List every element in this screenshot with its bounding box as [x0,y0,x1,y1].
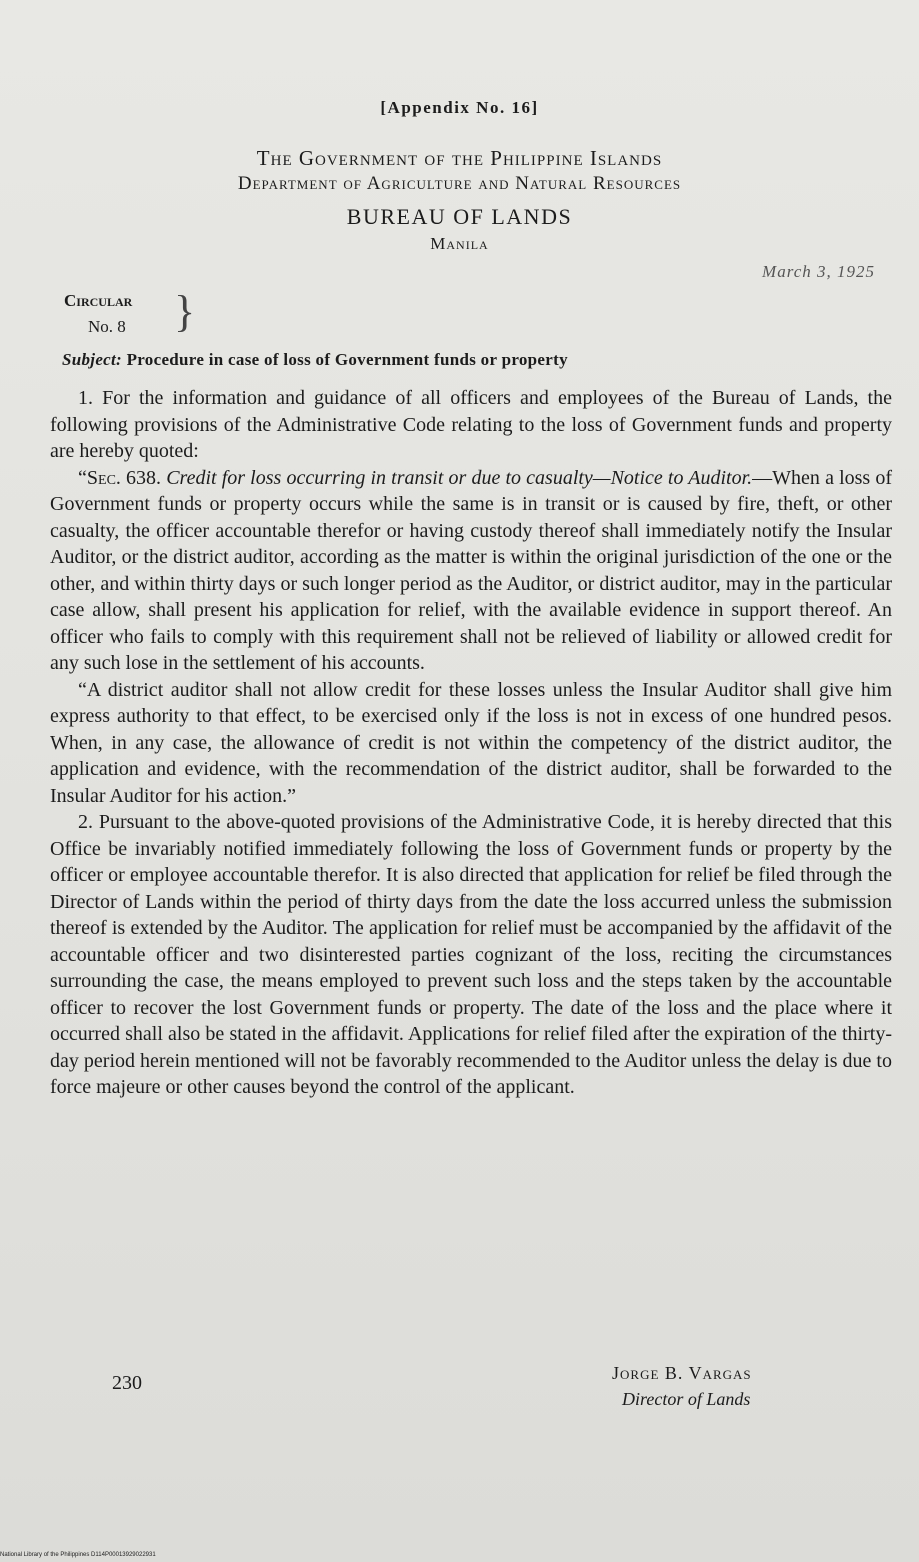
page-number: 230 [112,1372,142,1394]
header-bureau: BUREAU OF LANDS [346,204,573,229]
subject-line [62,350,882,370]
paragraph-section-638 [50,465,892,677]
section-title: Credit for loss occurring in transit or due to casualty—Notice to Auditor. [166,466,753,489]
circular-label: Circular [64,291,133,310]
signatory-name: Jorge B. Vargas [612,1363,752,1383]
appendix-label: [Appendix No. 16] [380,98,539,117]
paragraph-1: 1. For the information and guidance of all officers and employees of the Bureau of Lands, the following provisions of the Administrative Code relating to the loss of Government funds and property are hereby quoted: [50,387,892,462]
subject-label: Subject: [62,350,123,369]
section-number: . 638. [115,466,162,489]
paragraph-2: 2. Pursuant to the above-quoted provisions of the Administrative Code, it is hereby directed that this Office be invariably notified immediately following the loss of Government funds or property by the officer or employee accountable therefor. It is also directed that application for relief be filed through the Director of Lands within the period of thirty days from the date the loss accurred unless the submission thereof is extended by the Auditor. The application for relief must be accompanied by the affidavit of the accountable officer and two disinterested parties cognizant of the loss, reciting the circumstances surrounding the case, the means employed to prevent such loss and the steps taken by the accountable officer to recover the lost Government funds or property. The date of the loss and the place where it occurred shall also be stated in the affidavit. Applications for relief filed after the expiration of the thirty-day period herein mentioned will not be favorably recommended to the Auditor unless the delay is due to force majeure or other causes beyond the control of the applicant. [50,811,892,1098]
quote-open: “ [78,466,87,489]
paragraph-district-auditor: “A district auditor shall not allow credit for these losses unless the Insular Auditor shall give him express authority to that effect, to be exercised only if the loss is not in excess of one hundred pesos. When, in any case, the allowance of credit is not within the competency of the district auditor, the application and evidence, with the recommendation of the district auditor, shall be forwarded to the Insular Auditor for his action.” [50,678,892,807]
document-date: March 3, 1925 [762,262,875,281]
header-department: Department of Agriculture and Natural Resources [237,173,682,194]
circular-block [64,287,196,340]
section-label: Sec [86,466,116,489]
signatory-title: Director of Lands [622,1389,751,1409]
header-government: The Government of the Philippine Islands [256,146,663,170]
scan-footer: National Library of the Philippines D114P00013929022931 [0,1552,156,1558]
brace-mark: } [174,287,196,336]
subject-text: Procedure in case of loss of Government funds or property [126,350,568,369]
circular-number: No. 8 [88,317,126,336]
signature-block [612,1360,752,1412]
document-body [50,385,892,1101]
section-body: —When a loss of Government funds or property occurs while the same is in transit or is caused by fire, theft, or other casualty, the officer accountable therefor or having custody thereof shall immediately notify the Insular Auditor, or the district auditor, according as the matter is within the original jurisdiction of the one or the other, and within thirty days or such longer period as the Auditor, or district auditor, may in the particular case allow, shall present his application for relief, with the available evidence in support thereof. An officer who fails to comply with this requirement shall not be relieved of liability or allowed credit for any such lose in the settlement of his accounts. [50,466,893,674]
header-city: Manila [430,234,489,253]
